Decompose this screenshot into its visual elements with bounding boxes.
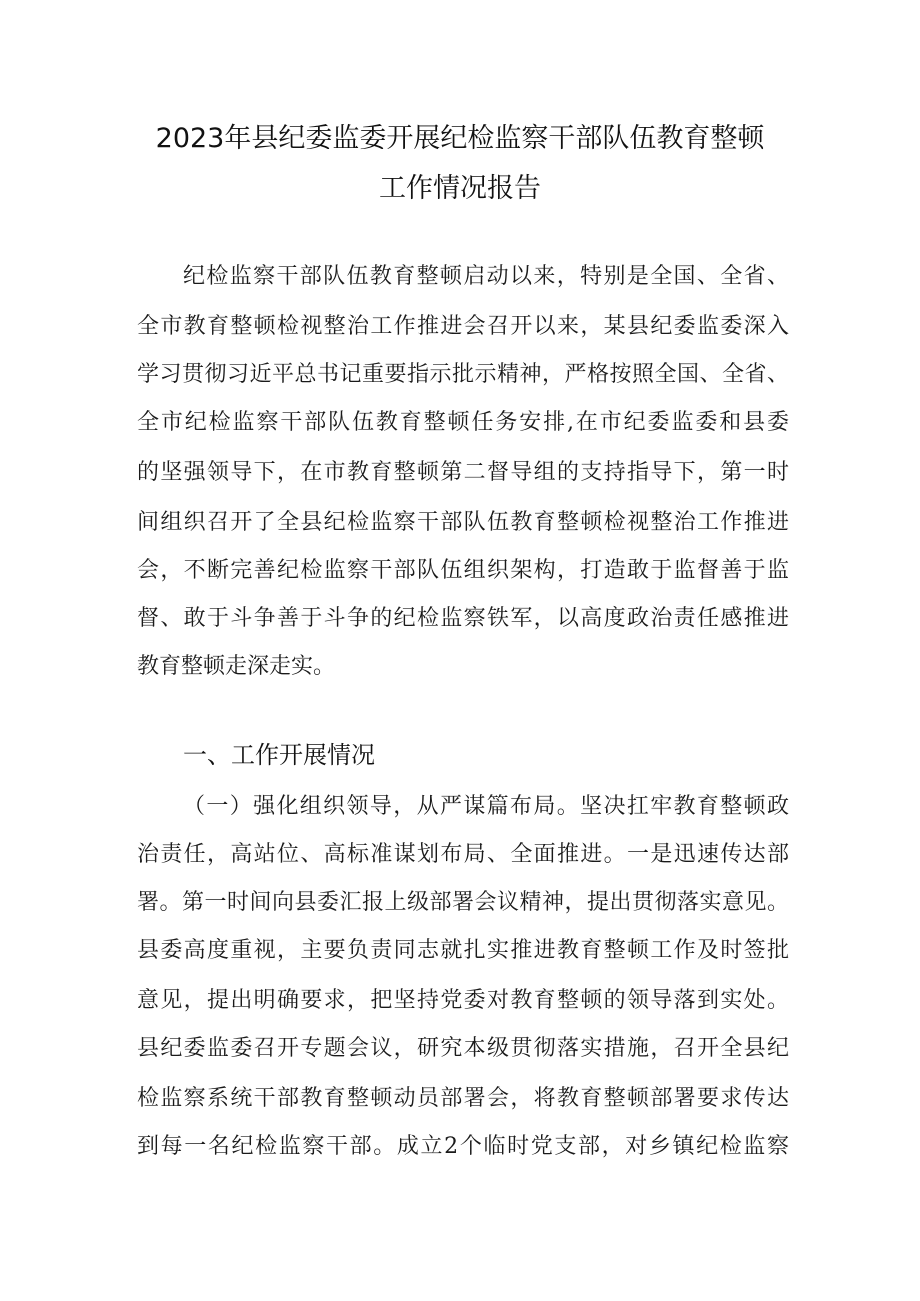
section-1-line-8: 到每一名纪检监察干部。成立2个临时党支部，对乡镇纪检监察 bbox=[137, 1134, 789, 1159]
intro-line-6: 间组织召开了全县纪检监察干部队伍教育整顿检视整治工作推进 bbox=[137, 510, 789, 535]
section-1-line-6: 县纪委监委召开专题会议，研究本级贯彻落实措施，召开全县纪 bbox=[137, 1036, 789, 1061]
intro-line-9: 教育整顿走深走实。 bbox=[137, 654, 336, 679]
document-title-line-1: 2023年县纪委监委开展纪检监察干部队伍教育整顿 bbox=[155, 123, 765, 154]
intro-line-3: 学习贯彻习近平总书记重要指示批示精神，严格按照全国、全省、 bbox=[137, 362, 789, 387]
section-1-line-3: 署。第一时间向县委汇报上级部署会议精神，提出贯彻落实意见。 bbox=[137, 890, 789, 915]
intro-line-2: 全市教育整顿检视整治工作推进会召开以来，某县纪委监委深入 bbox=[137, 314, 789, 339]
section-1-line-1: （一）强化组织领导，从严谋篇布局。坚决扛牢教育整顿政 bbox=[183, 794, 789, 819]
intro-line-4: 全市纪检监察干部队伍教育整顿任务安排,在市纪委监委和县委 bbox=[137, 410, 789, 435]
document-title-line-2: 工作情况报告 bbox=[379, 173, 541, 204]
intro-line-8: 督、敢于斗争善于斗争的纪检监察铁军，以高度政治责任感推进 bbox=[137, 606, 789, 631]
section-1-line-5: 意见，提出明确要求，把坚持党委对教育整顿的领导落到实处。 bbox=[137, 988, 789, 1013]
section-1-heading: 一、工作开展情况 bbox=[183, 741, 375, 769]
intro-line-5: 的坚强领导下，在市教育整顿第二督导组的支持指导下，第一时 bbox=[137, 460, 789, 485]
section-1-line-2: 治责任，高站位、高标准谋划布局、全面推进。一是迅速传达部 bbox=[137, 842, 789, 867]
intro-line-7: 会，不断完善纪检监察干部队伍组织架构，打造敢于监督善于监 bbox=[137, 558, 789, 583]
section-1-line-4: 县委高度重视，主要负责同志就扎实推进教育整顿工作及时签批 bbox=[137, 938, 789, 963]
intro-line-1: 纪检监察干部队伍教育整顿启动以来，特别是全国、全省、 bbox=[183, 264, 789, 289]
section-1-line-7: 检监察系统干部教育整顿动员部署会，将教育整顿部署要求传达 bbox=[137, 1086, 789, 1111]
